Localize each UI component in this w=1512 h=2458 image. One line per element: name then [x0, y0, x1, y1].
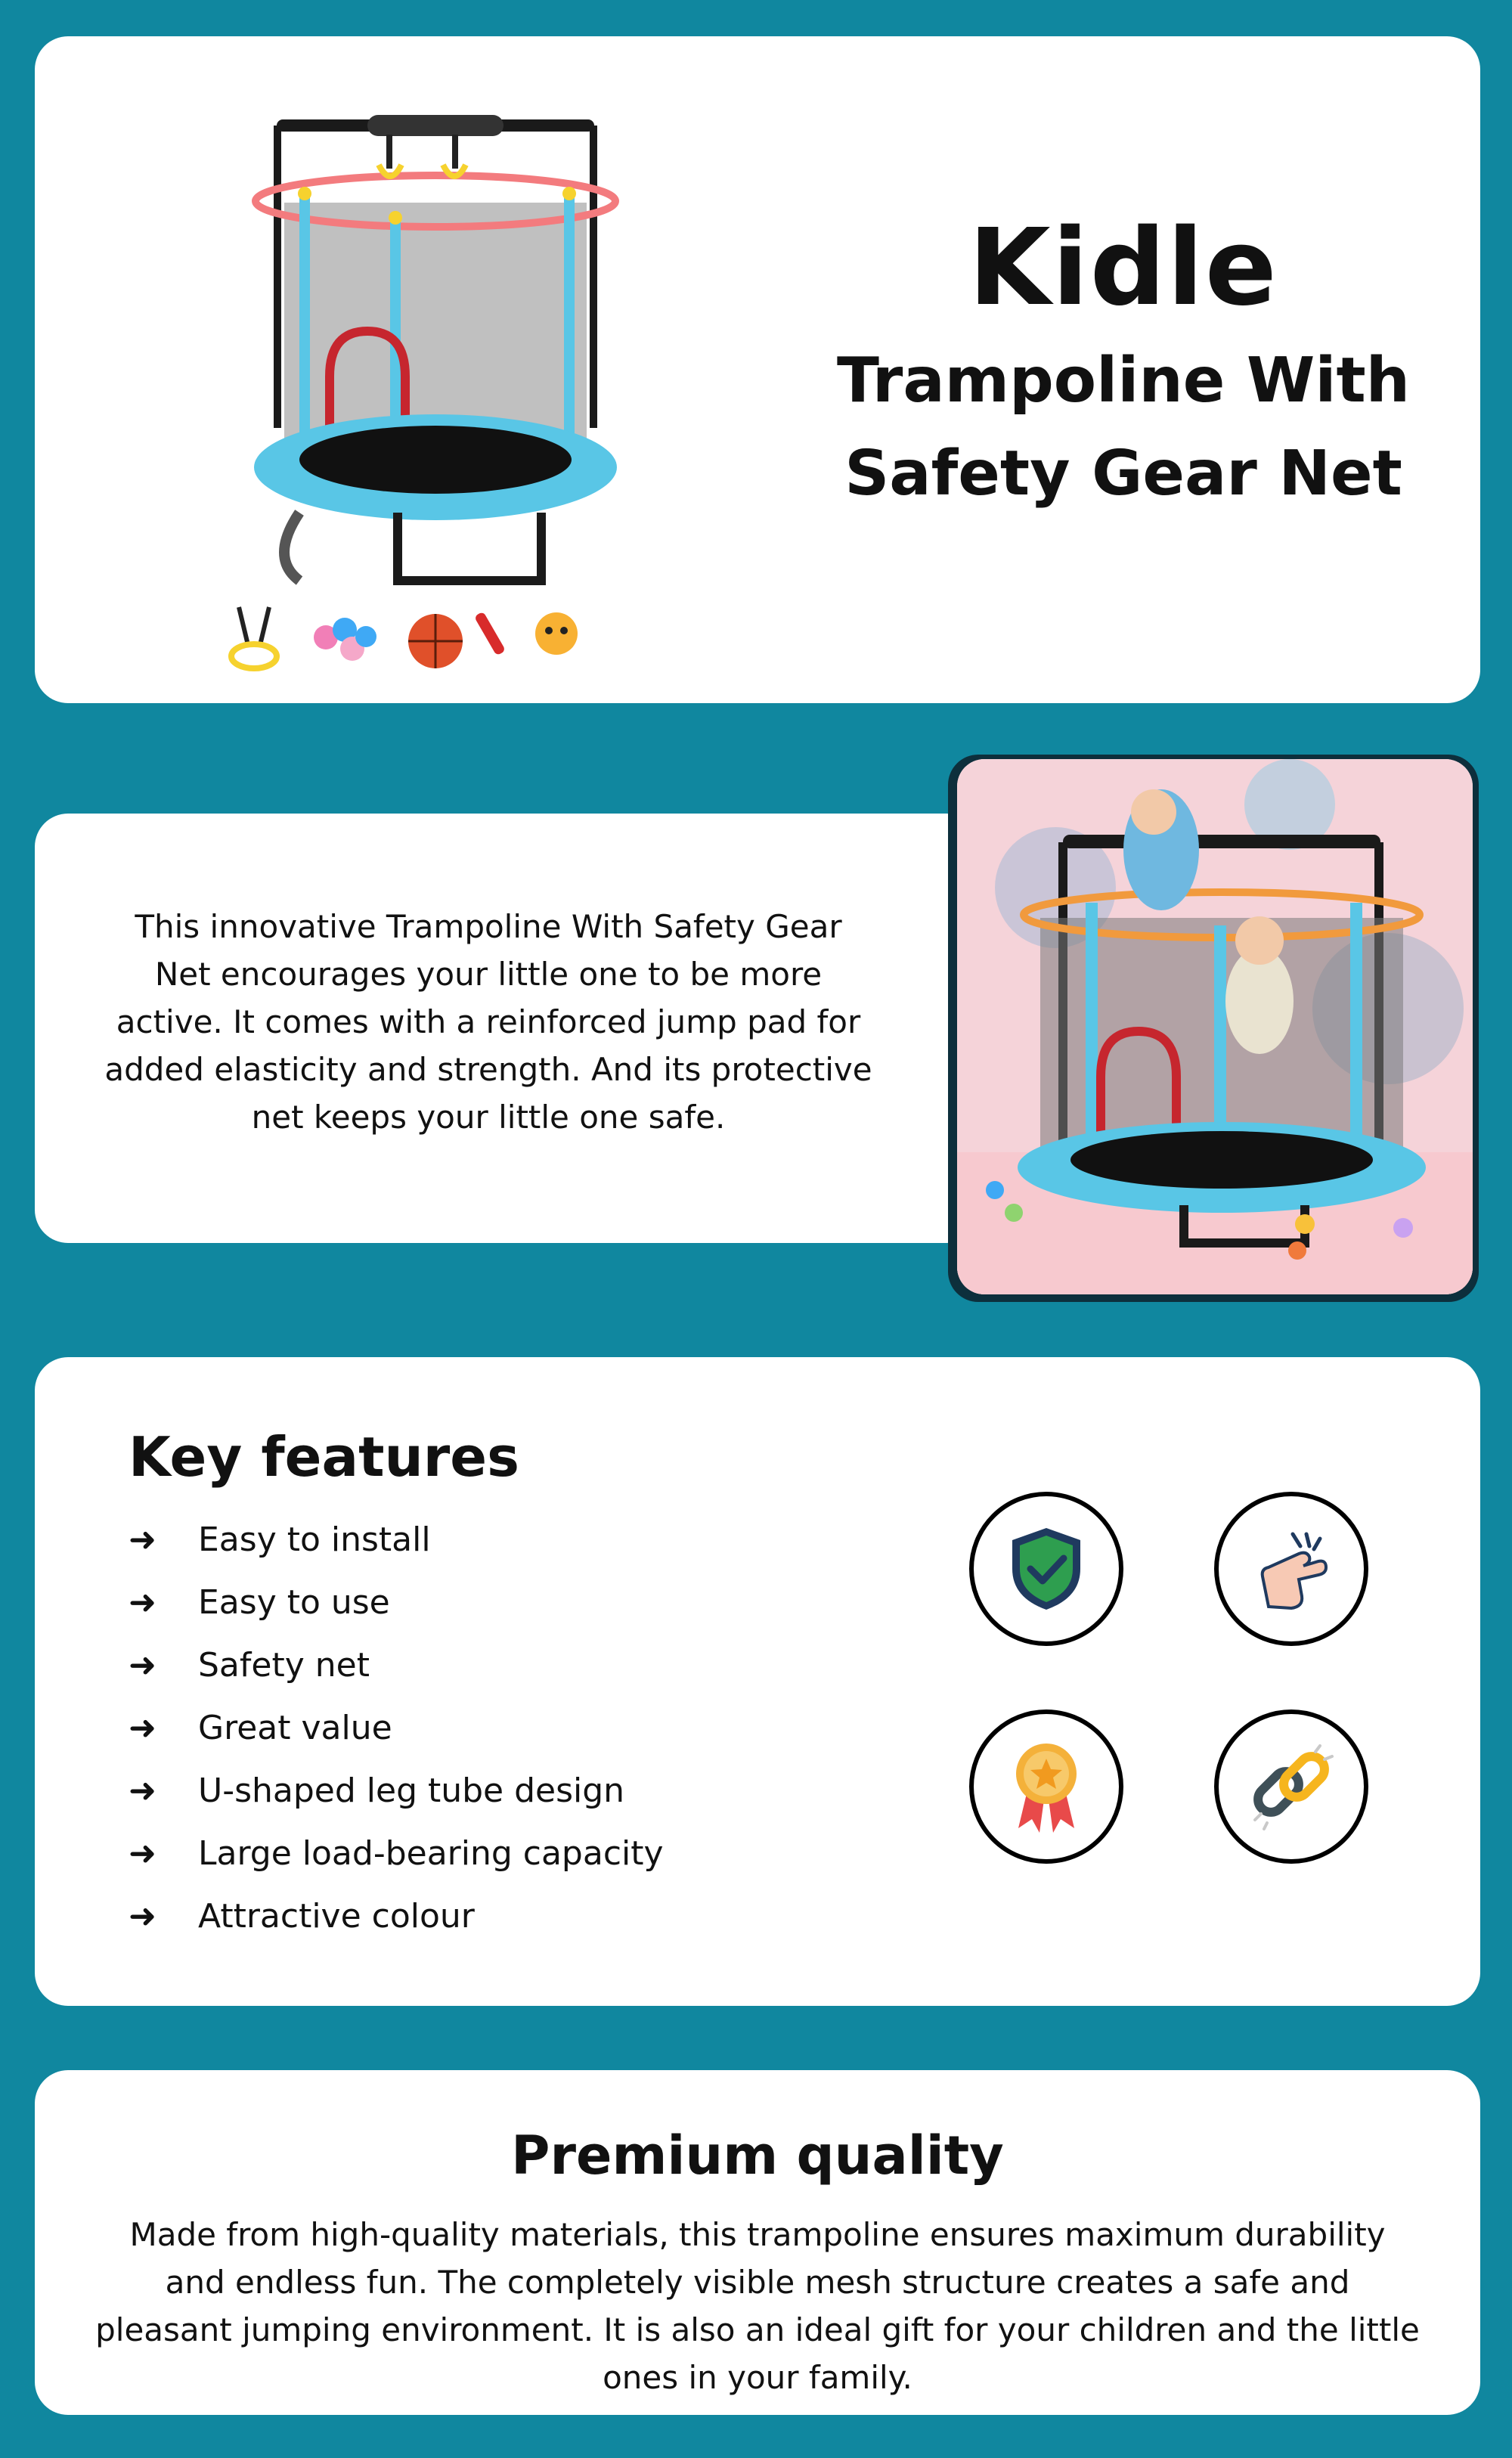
- premium-description: Made from high-quality materials, this trampoline ensures maximum durability and endless fun. The completely visible mesh structure creates a safe and pleasant jumping environment. It is also an ideal gift for your children and the little ones in your family.: [95, 2216, 1420, 2396]
- feature-item: ➜ Easy to use: [129, 1583, 390, 1622]
- arrow-right-icon: ➜: [129, 1646, 156, 1685]
- award-ribbon-icon: [969, 1709, 1123, 1864]
- arrow-right-icon: ➜: [129, 1709, 156, 1747]
- arrow-right-icon: ➜: [129, 1583, 156, 1622]
- features-title: Key features: [129, 1425, 519, 1489]
- intro-card: [35, 814, 980, 1243]
- intro-description: This innovative Trampoline With Safety Gear Net encourages your little one to be more active. It comes with a reinforced jump pad for added elasticity and strength. And its protective net keeps your little one safe.: [104, 908, 872, 1136]
- hero-card: [35, 36, 1480, 703]
- brand-name: Kidle: [968, 206, 1278, 330]
- shield-check-icon: [969, 1492, 1123, 1646]
- snap-hand-icon: [1214, 1492, 1368, 1646]
- features-card: [35, 1357, 1480, 2006]
- lifestyle-photo-frame: [948, 755, 1479, 1302]
- kids-on-trampoline-image: [957, 759, 1473, 1294]
- feature-item: ➜ Safety net: [129, 1646, 370, 1685]
- arrow-right-icon: ➜: [129, 1771, 156, 1810]
- product-title-line2: Safety Gear Net: [844, 438, 1402, 510]
- arrow-right-icon: ➜: [129, 1897, 156, 1936]
- feature-item: ➜ Easy to install: [129, 1520, 431, 1559]
- lifestyle-photo: [957, 759, 1473, 1294]
- chain-link-icon: [1214, 1709, 1368, 1864]
- premium-card: [35, 2070, 1480, 2415]
- feature-item: ➜ Attractive colour: [129, 1897, 475, 1936]
- feature-item: ➜ Large load-bearing capacity: [129, 1834, 664, 1873]
- features-list: [129, 1508, 664, 1948]
- feature-item: ➜ U-shaped leg tube design: [129, 1771, 625, 1810]
- feature-item: ➜ Great value: [129, 1709, 392, 1747]
- hero-titles: [791, 206, 1456, 523]
- product-title-line1: Trampoline With: [836, 345, 1411, 417]
- arrow-right-icon: ➜: [129, 1520, 156, 1559]
- premium-title: Premium quality: [511, 2125, 1004, 2187]
- trampoline-product-image: [216, 104, 655, 679]
- arrow-right-icon: ➜: [129, 1834, 156, 1873]
